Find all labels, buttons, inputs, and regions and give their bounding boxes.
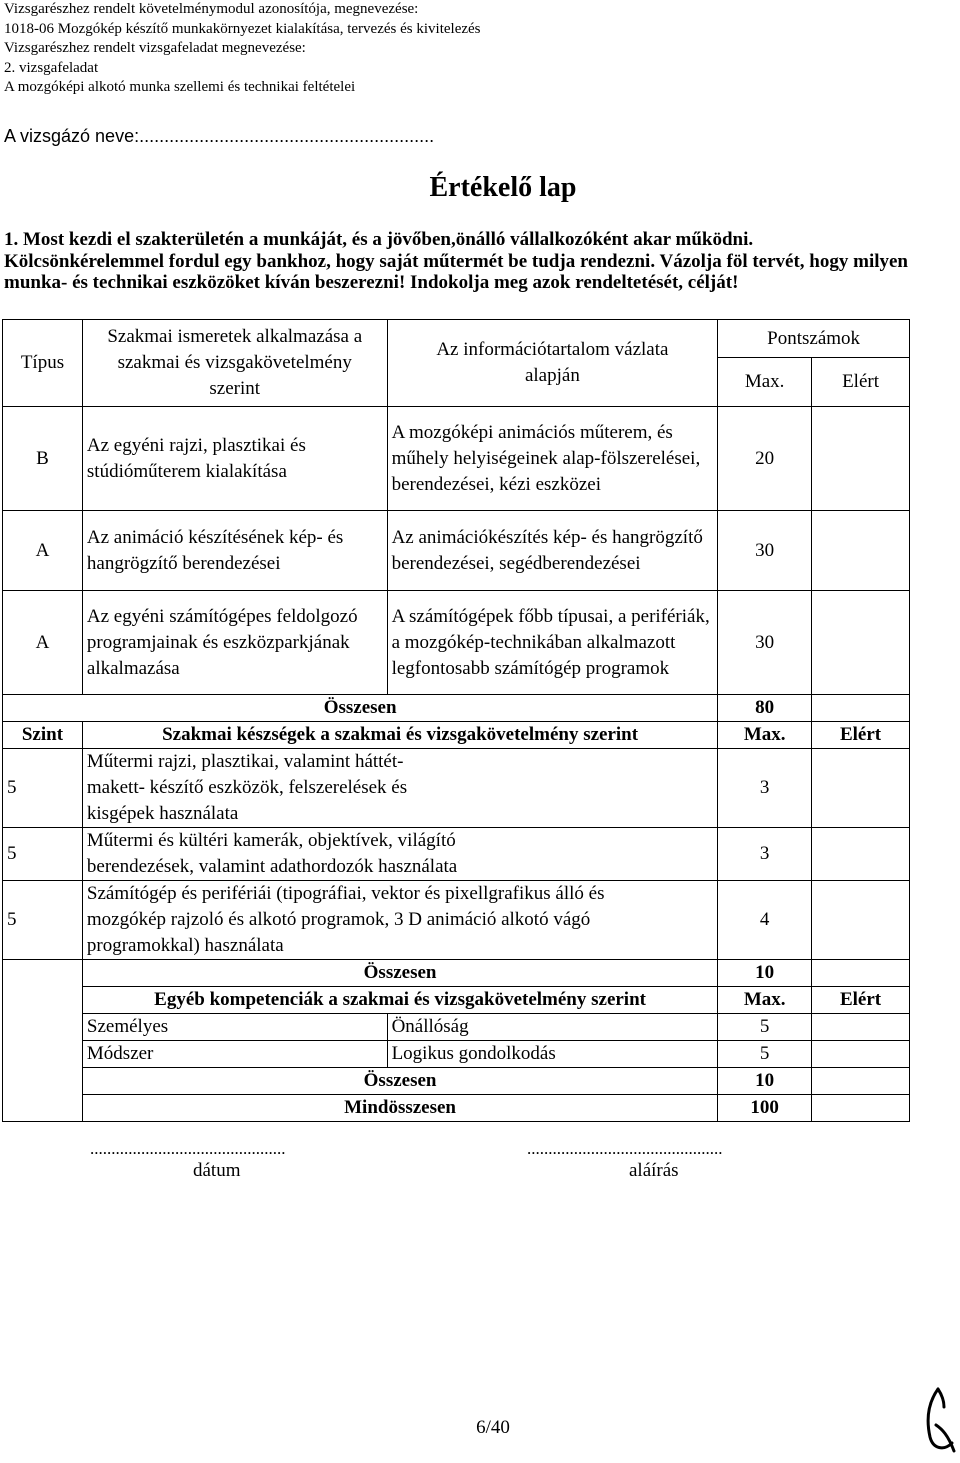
- handwritten-initial-mark: [922, 1385, 958, 1455]
- head-max: Max.: [718, 358, 812, 407]
- total-label: Összesen: [82, 1068, 717, 1095]
- total-row: [3, 695, 910, 722]
- head-skills: Szakmai készségek a szakmai és vizsgakövetelmény szerint: [82, 722, 717, 749]
- row-elert[interactable]: [812, 511, 910, 591]
- row-info: Az animációkészítés kép- és hangrögzítő berendezései, segédberendezései: [387, 511, 718, 591]
- row-max: 30: [718, 511, 812, 591]
- header-line-1: Vizsgarészhez rendelt követelménymodul azonosítója, megnevezése:: [4, 1, 419, 17]
- head-tipus: Típus: [3, 320, 83, 407]
- header-line-4: 2. vizsgafeladat: [4, 59, 99, 76]
- total-row: [3, 1068, 910, 1095]
- head-elert: Elért: [812, 358, 910, 407]
- head-skills-max: Max.: [718, 722, 812, 749]
- head-comp: Egyéb kompetenciák a szakmai és vizsgakövetelmény szerint: [82, 987, 717, 1014]
- table-row: [3, 511, 910, 591]
- row-category: Személyes: [82, 1014, 387, 1041]
- row-max: 3: [718, 828, 812, 881]
- head-comp-max: Max.: [718, 987, 812, 1014]
- header-line-2: 1018-06 Mozgókép készítő munkakörnyezet kialakítása, tervezés és kivitelezés: [4, 20, 481, 37]
- page-title: Értékelő lap: [429, 172, 577, 203]
- head-info: Az információtartalom vázlata alapján: [387, 320, 718, 407]
- grand-total-value: 100: [718, 1095, 812, 1122]
- head-pontszamok: Pontszámok: [718, 320, 910, 358]
- row-max: 20: [718, 407, 812, 511]
- total-label: Összesen: [3, 695, 718, 722]
- task-line-1: 1. Most kezdi el szakterületén a munkáját, és a jövőben,önálló vállalkozóként akar működni.: [4, 229, 754, 250]
- page-header: [4, 0, 481, 98]
- row-type: A: [3, 511, 83, 591]
- row-elert[interactable]: [812, 881, 910, 960]
- row-elert[interactable]: [812, 591, 910, 695]
- grand-total-label: Mindösszesen: [82, 1095, 717, 1122]
- comp-head-row: [3, 987, 910, 1014]
- row-skill: Az egyéni rajzi, plasztikai és stúdióműterem kialakítása: [82, 407, 387, 511]
- row-max: 3: [718, 749, 812, 828]
- row-level: 5: [3, 828, 83, 881]
- candidate-name-field: A vizsgázó neve:...........................................................: [4, 126, 435, 146]
- row-max: 4: [718, 881, 812, 960]
- header-line-5: A mozgóképi alkotó munka szellemi és technikai feltételei: [4, 79, 356, 96]
- total-value: 80: [718, 695, 812, 722]
- page-number: 6/40: [476, 1417, 510, 1438]
- head-skills-elert: Elért: [812, 722, 910, 749]
- date-label: dátum: [193, 1160, 241, 1181]
- row-type: B: [3, 407, 83, 511]
- total-row: [3, 960, 910, 987]
- table-row: [3, 1041, 910, 1068]
- row-elert[interactable]: [812, 828, 910, 881]
- row-elert[interactable]: [812, 1041, 910, 1068]
- head-comp-elert: Elért: [812, 987, 910, 1014]
- table-row: [3, 591, 910, 695]
- signature-line: ..............................................: [527, 1139, 723, 1158]
- row-info: A számítógépek főbb típusai, a perifériák, a mozgókép-technikában alkalmazott legfontosabb számítógép programok: [387, 591, 718, 695]
- row-elert[interactable]: [812, 749, 910, 828]
- row-max: 5: [718, 1014, 812, 1041]
- evaluation-table: [2, 319, 910, 1122]
- table-row: [3, 881, 910, 960]
- header-line-3: Vizsgarészhez rendelt vizsgafeladat megnevezése:: [4, 40, 306, 57]
- row-competence: Önállóság: [387, 1014, 718, 1041]
- row-competence: Logikus gondolkodás: [387, 1041, 718, 1068]
- table-row: [3, 749, 910, 828]
- row-skill: Az egyéni számítógépes feldolgozó programjainak és eszközparkjának alkalmazása: [82, 591, 387, 695]
- table-row: [3, 828, 910, 881]
- task-description: [4, 229, 908, 294]
- head-szakmai: Szakmai ismeretek alkalmazása a szakmai és vizsgakövetelmény szerint: [82, 320, 387, 407]
- total-value: 10: [718, 960, 812, 987]
- grand-total-row: [3, 1095, 910, 1122]
- row-info: A mozgóképi animációs műterem, és műhely helyiségeinek alap-fölszerelései, berendezései, kézi eszközei: [387, 407, 718, 511]
- row-elert[interactable]: [812, 407, 910, 511]
- row-elert[interactable]: [812, 1014, 910, 1041]
- row-max: 30: [718, 591, 812, 695]
- table-row: [3, 1014, 910, 1041]
- row-skill-text: Műtermi és kültéri kamerák, objektívek, világító berendezések, valamint adathordozók használata: [82, 828, 717, 881]
- date-line: ..............................................: [90, 1139, 286, 1158]
- total-elert[interactable]: [812, 1068, 910, 1095]
- grand-total-elert[interactable]: [812, 1095, 910, 1122]
- row-skill-text: Számítógép és perifériái (tipográfiai, vektor és pixellgrafikus álló és mozgókép rajzoló és alkotó programok, 3 D animáció alkotó vágó programokkal) használata: [82, 881, 717, 960]
- row-category: Módszer: [82, 1041, 387, 1068]
- total-label: Összesen: [82, 960, 717, 987]
- total-elert[interactable]: [812, 960, 910, 987]
- row-max: 5: [718, 1041, 812, 1068]
- row-level: 5: [3, 881, 83, 960]
- total-value: 10: [718, 1068, 812, 1095]
- row-type: A: [3, 591, 83, 695]
- head-szint: Szint: [3, 722, 83, 749]
- row-level: 5: [3, 749, 83, 828]
- signature-label: aláírás: [629, 1160, 679, 1181]
- skills-head-row: [3, 722, 910, 749]
- task-line-2: Kölcsönkérelemmel fordul egy bankhoz, hogy saját műtermét be tudja rendezni. Vázolja föl tervét, hogy milyen munka- és technikai eszközöket kíván beszerezni! Indokolja meg azok rendeltetését, célját!: [4, 250, 908, 293]
- row-skill: Az animáció készítésének kép- és hangrögzítő berendezései: [82, 511, 387, 591]
- table-row: [3, 407, 910, 511]
- total-elert[interactable]: [812, 695, 910, 722]
- row-skill-text: Műtermi rajzi, plasztikai, valamint háttét-makett- készítő eszközök, felszerelések és kisgépek használata: [82, 749, 717, 828]
